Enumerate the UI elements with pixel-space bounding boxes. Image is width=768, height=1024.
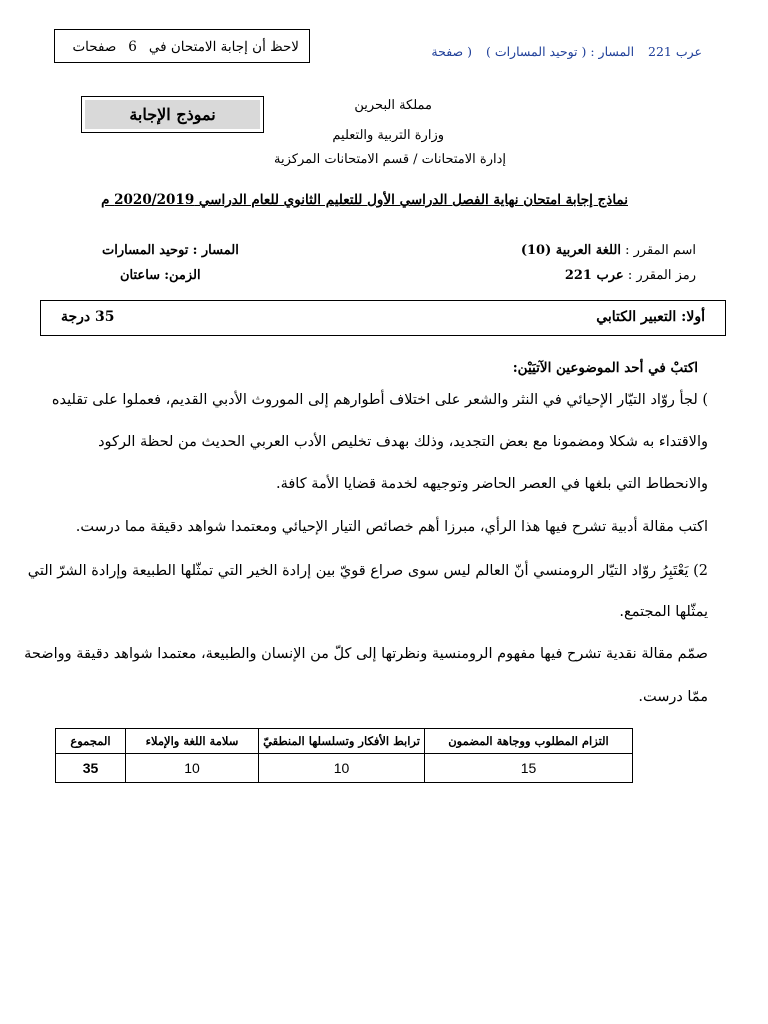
topic1-line3: والانحطاط التي بلغها في العصر الحاضر وتوجيهه لخدمة قضايا الأمة كافة. [275, 476, 708, 492]
grading-value: 15 [425, 754, 633, 783]
topic1-line2: والاقتداء به شكلا ومضمونا مع بعض التجديد، وذلك بهدف تخليص الأدب العربي الحديث من لحظة الركود [98, 434, 708, 450]
track-row [102, 243, 239, 258]
exam-title: نماذج إجابة امتحان نهاية الفصل الدراسي الأول للتعليم الثانوي للعام الدراسي 2020/2019 م [101, 192, 628, 208]
topic2-task1: صمّم مقالة نقدية تشرح فيها مفهوم الرومنسية ونظرتها إلى كلّ من الإنسان والطبيعة، معتمدا شواهد دقيقة وواضحة [24, 646, 708, 662]
time-label: الزمن: [164, 268, 201, 283]
answer-model-label: نموذج الإجابة [85, 100, 260, 129]
section-header [40, 300, 726, 336]
page-label-top: ( صفحة [431, 44, 472, 59]
course-code-top: عرب 221 [648, 44, 702, 59]
note-suffix: صفحات [72, 39, 117, 55]
course-code-value: عرب 221 [564, 268, 624, 283]
time-row [120, 268, 201, 283]
topic1-line1: ) لجأ روّاد التيّار الإحيائي في النثر والشعر على اختلاف أطوارهم إلى الموروث الأدبي القديم، فعملوا على تقليده [51, 392, 708, 408]
course-code-label: رمز المقرر : [627, 268, 696, 283]
grading-table [55, 728, 633, 783]
grading-table-values-row [56, 754, 633, 783]
grading-value: 10 [259, 754, 425, 783]
grading-table-header-row [56, 729, 633, 754]
grading-total: 35 [56, 754, 126, 783]
track-top: المسار : ( توحيد المسارات ) [485, 44, 635, 59]
grading-header: سلامة اللغة والإملاء [126, 729, 259, 754]
ministry-name: وزارة التربية والتعليم [332, 128, 444, 143]
grading-header: التزام المطلوب ووجاهة المضمون [425, 729, 633, 754]
course-name-value: اللغة العربية (10) [520, 243, 621, 258]
grading-header: المجموع [56, 729, 126, 754]
topic2-line1: 2) يَعْتَبِرُ روّاد التيّار الرومنسي أنّ العالم ليس سوى صراع قويّ بين إرادة الخير التي تمثّلها الطبيعة وإرادة الشرّ التي [27, 563, 708, 579]
time-value: ساعتان [120, 268, 161, 283]
answer-model-box [81, 96, 264, 133]
note-prefix: لاحظ أن إجابة الامتحان في [148, 39, 299, 55]
topic1-task: اكتب مقالة أدبية تشرح فيها هذا الرأي، مبرزا أهم خصائص التيار الإحيائي ومعتمدا شواهد دقيقة مما درست. [75, 519, 708, 535]
instruction-text: اكتبْ في أحد الموضوعين الآتيَيْن: [512, 360, 698, 376]
course-name-row [521, 243, 696, 258]
grading-value: 10 [126, 754, 259, 783]
grading-header: ترابط الأفكار وتسلسلها المنطقيّ [259, 729, 425, 754]
course-track-line [410, 44, 702, 59]
note-pages-count: 6 [128, 39, 137, 55]
track-value: توحيد المسارات [102, 243, 189, 258]
topic2-line2: يمثّلها المجتمع. [619, 604, 708, 620]
department-name: إدارة الامتحانات / قسم الامتحانات المركزية [274, 152, 506, 167]
page-count-note [54, 29, 310, 63]
course-name-label: اسم المقرر : [625, 243, 696, 258]
section-title: أولا: التعبير الكتابي [596, 309, 705, 325]
kingdom-name: مملكة البحرين [354, 98, 432, 113]
section-marks: 35 درجة [61, 309, 115, 325]
track-label: المسار : [192, 243, 239, 258]
course-code-row [565, 268, 696, 283]
topic2-task2: ممّا درست. [638, 689, 708, 705]
